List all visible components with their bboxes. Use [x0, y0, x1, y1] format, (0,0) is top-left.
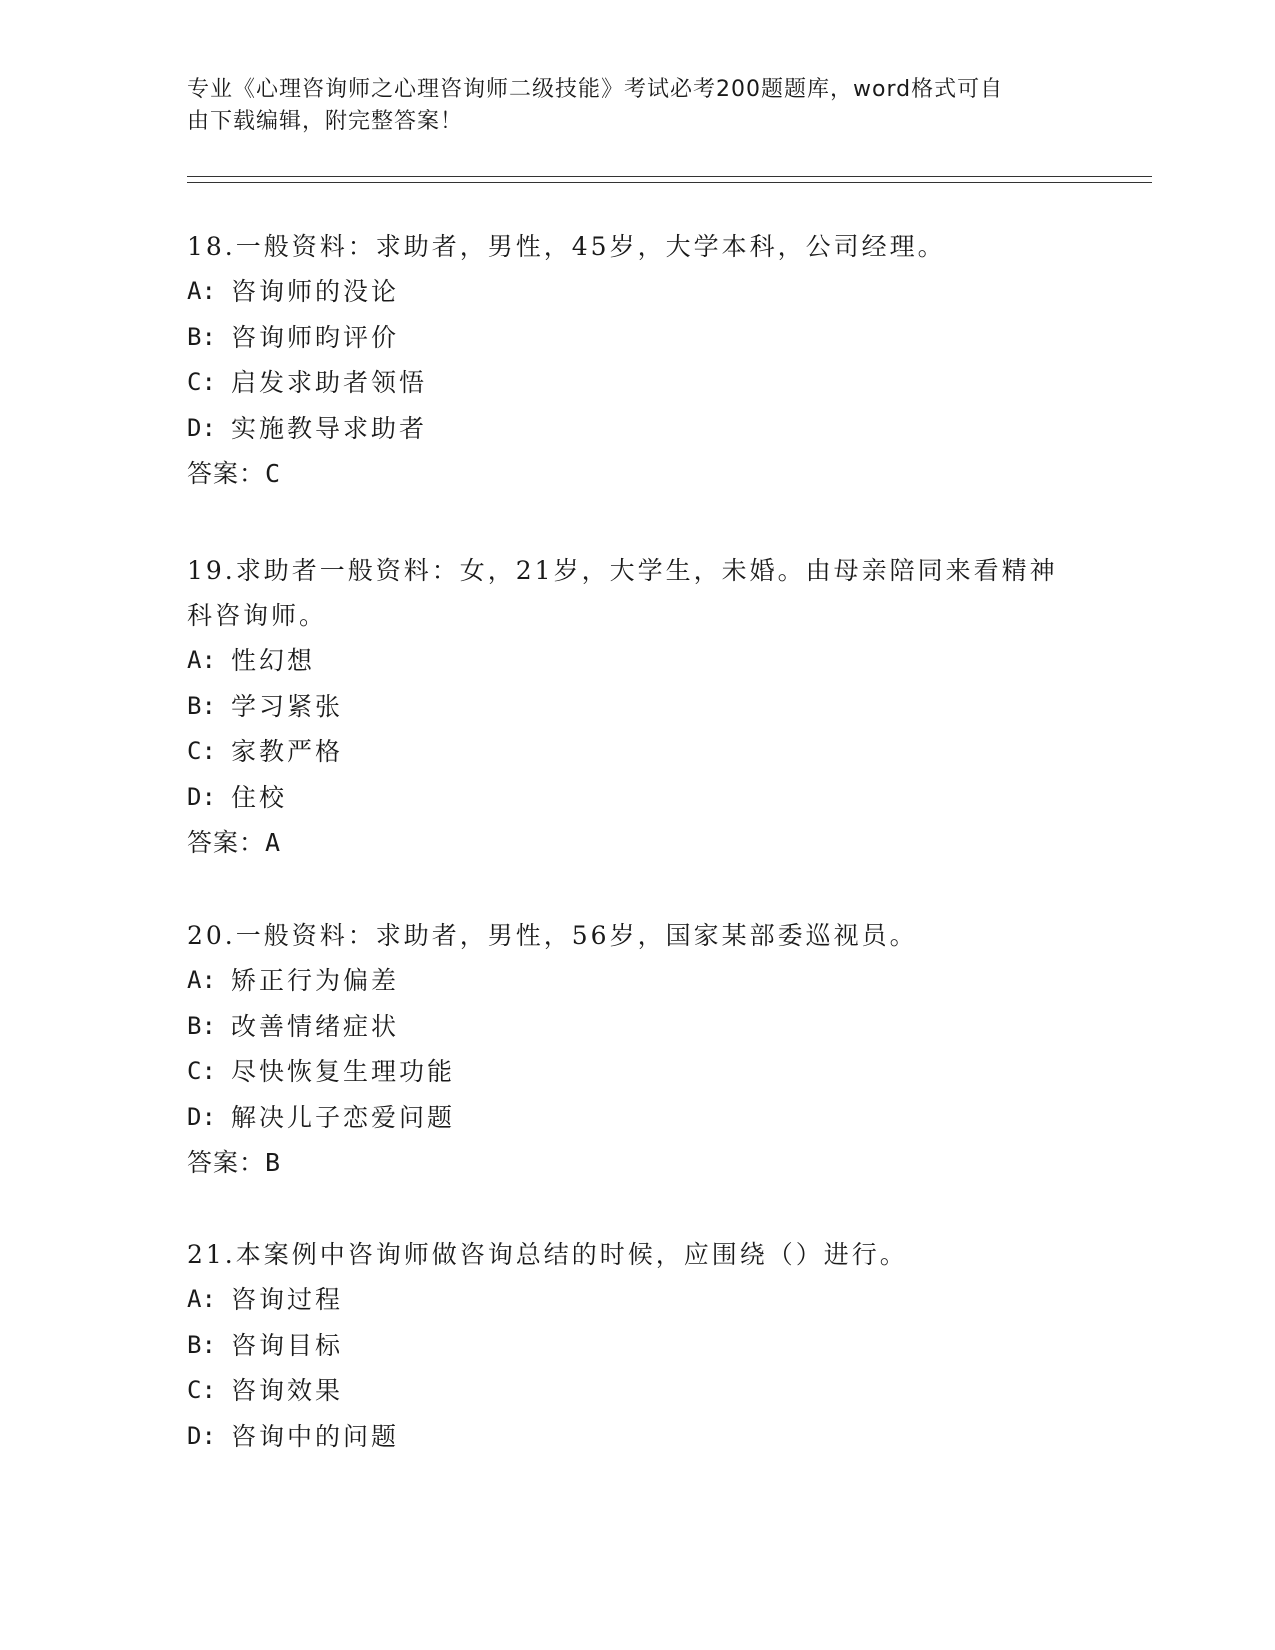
question-stem: 20.一般资料：求助者，男性，56岁，国家某部委巡视员。 — [187, 921, 918, 950]
answer-value: A — [265, 828, 282, 857]
option-letter: D: — [187, 1102, 216, 1131]
option-a — [187, 269, 1087, 315]
option-text: 改善情绪症状 — [231, 1011, 400, 1041]
option-letter: A: — [187, 277, 216, 305]
question-stem-line-1: 19.求助者一般资料：女，21岁，大学生，未婚。由母亲陪同来看精神 — [187, 556, 1058, 585]
answer-label: 答案： — [187, 459, 266, 488]
question-19 — [187, 548, 1087, 865]
option-a — [187, 638, 1087, 684]
answer-line — [187, 820, 1087, 865]
answer-label: 答案： — [187, 1148, 266, 1177]
option-letter: B: — [187, 1330, 216, 1359]
option-text: 咨询师的没论 — [231, 277, 400, 306]
option-text: 学习紧张 — [231, 691, 344, 721]
question-stem-line-2: 科咨询师。 — [187, 601, 328, 630]
option-text: 性幻想 — [231, 646, 316, 675]
option-d — [187, 1414, 1087, 1460]
answer-label: 答案： — [187, 828, 266, 857]
option-letter: A: — [187, 646, 216, 674]
option-text: 咨询过程 — [231, 1285, 344, 1314]
option-letter: C: — [187, 368, 216, 396]
option-letter: D: — [187, 1421, 216, 1450]
answer-value: B — [265, 1148, 282, 1177]
option-b — [187, 1323, 1087, 1369]
option-letter: B: — [187, 691, 216, 720]
option-letter: C: — [187, 737, 216, 765]
option-letter: C: — [187, 1057, 216, 1085]
answer-value: C — [265, 459, 282, 488]
header-line-2: 由下载编辑，附完整答案！ — [187, 109, 464, 134]
option-text: 实施教导求助者 — [231, 413, 428, 443]
option-a — [187, 958, 1087, 1004]
option-letter: D: — [187, 413, 216, 442]
option-b — [187, 315, 1087, 361]
question-21 — [187, 1232, 1087, 1459]
question-20 — [187, 913, 1087, 1185]
document-header — [187, 74, 1087, 138]
header-line-1: 专业《心理咨询师之心理咨询师二级技能》考试必考200题题库，word格式可自 — [187, 77, 1004, 102]
option-text: 矫正行为偏差 — [231, 966, 400, 995]
option-text: 尽快恢复生理功能 — [231, 1057, 456, 1086]
answer-line — [187, 451, 1087, 496]
header-double-rule — [187, 176, 1152, 183]
option-letter: B: — [187, 322, 216, 351]
option-c — [187, 729, 1087, 775]
option-d — [187, 406, 1087, 452]
option-letter: D: — [187, 782, 216, 811]
question-stem: 21.本案例中咨询师做咨询总结的时候，应围绕（）进行。 — [187, 1240, 908, 1269]
option-letter: A: — [187, 966, 216, 994]
option-text: 家教严格 — [231, 737, 344, 766]
option-text: 咨询目标 — [231, 1330, 344, 1360]
option-letter: B: — [187, 1011, 216, 1040]
option-text: 咨询效果 — [231, 1376, 344, 1405]
option-text: 咨询中的问题 — [231, 1421, 400, 1451]
option-text: 解决儿子恋爱问题 — [231, 1102, 456, 1132]
option-b — [187, 684, 1087, 730]
option-a — [187, 1277, 1087, 1323]
answer-line — [187, 1140, 1087, 1185]
option-b — [187, 1004, 1087, 1050]
option-c — [187, 1368, 1087, 1414]
question-18 — [187, 224, 1087, 496]
option-d — [187, 1095, 1087, 1141]
option-d — [187, 775, 1087, 821]
option-text: 启发求助者领悟 — [231, 368, 428, 397]
option-letter: C: — [187, 1376, 216, 1404]
option-c — [187, 360, 1087, 406]
option-c — [187, 1049, 1087, 1095]
question-stem: 18.一般资料：求助者，男性，45岁，大学本科，公司经理。 — [187, 232, 946, 261]
option-text: 住校 — [231, 782, 288, 812]
option-letter: A: — [187, 1285, 216, 1313]
option-text: 咨询师昀评价 — [231, 322, 400, 352]
